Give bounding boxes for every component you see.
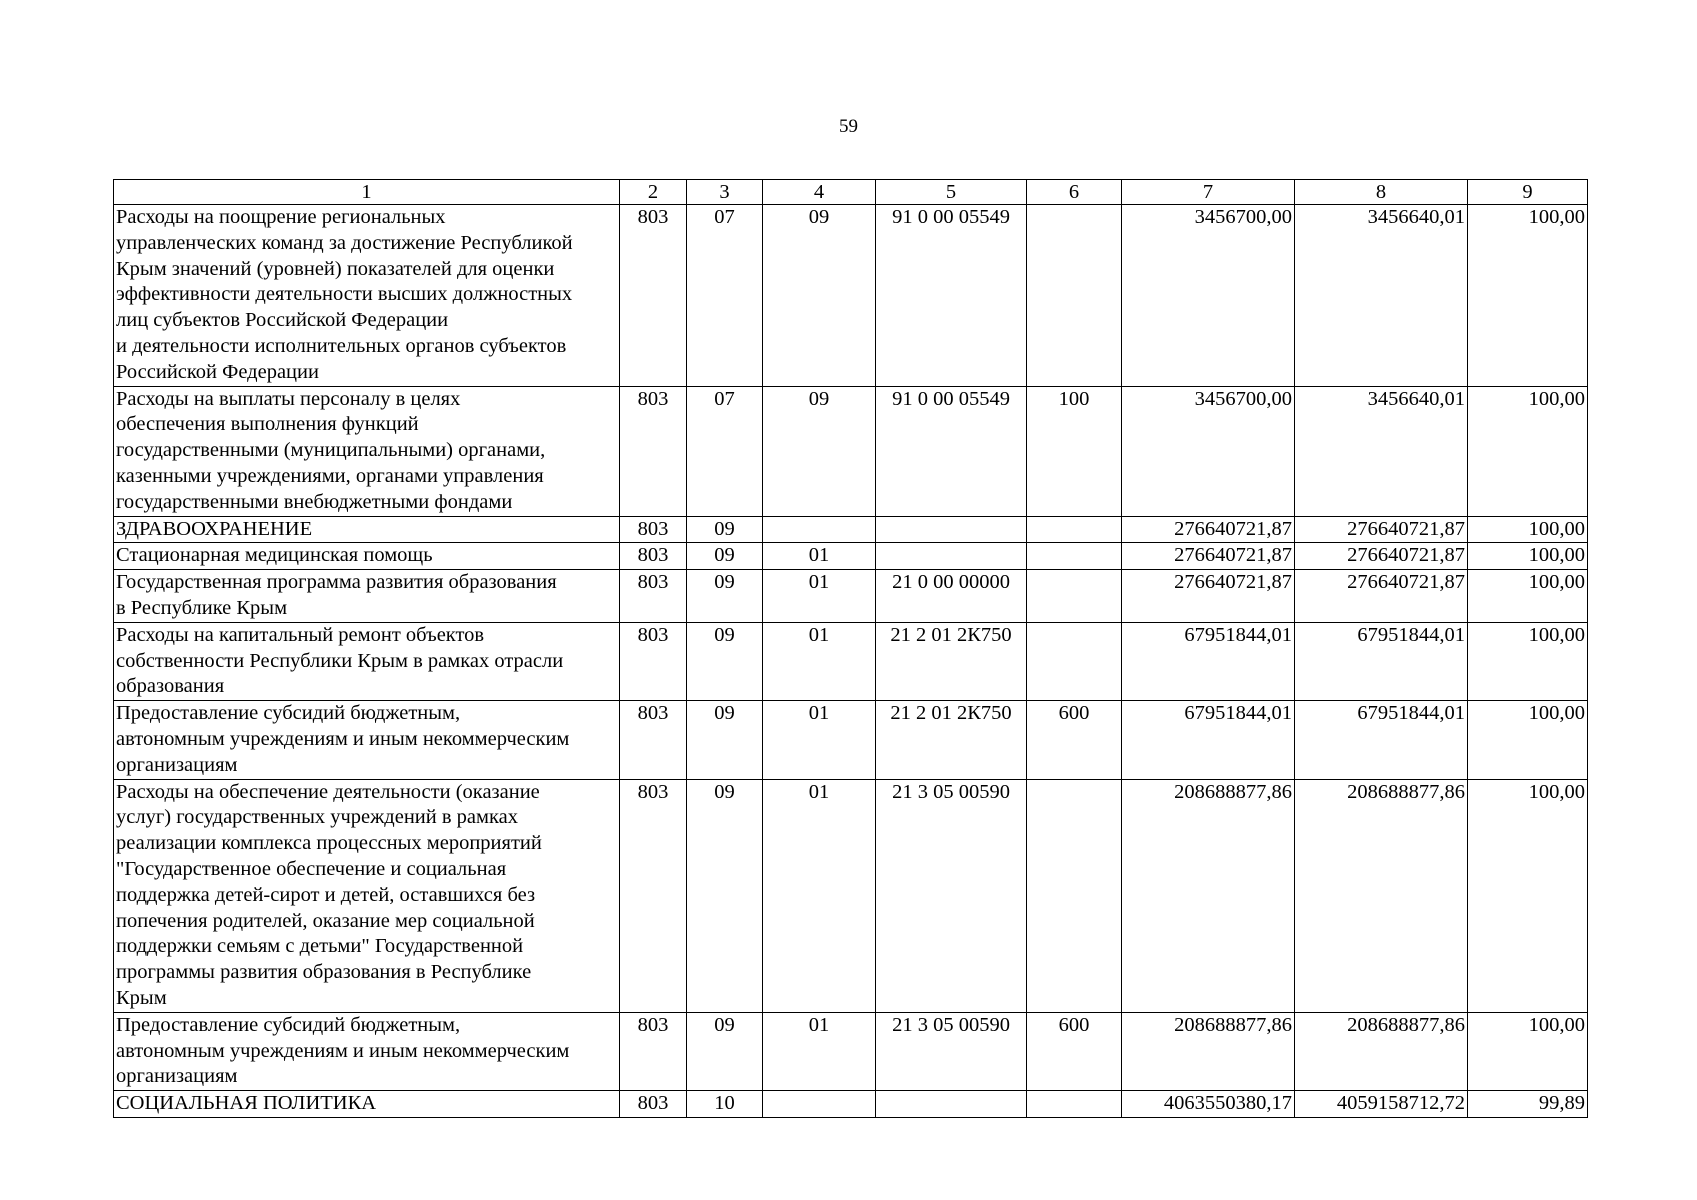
item-name-line: Стационарная медицинская помощь	[116, 544, 433, 567]
subsection-code-cell: 01	[763, 570, 876, 623]
executed-amount-cell: 208688877,86	[1295, 1012, 1468, 1090]
subsection-code-cell: 09	[763, 386, 876, 516]
expense-type-cell	[1027, 779, 1122, 1012]
item-name-cell	[114, 543, 620, 570]
ved-code-cell: 803	[620, 543, 687, 570]
executed-amount-cell: 276640721,87	[1295, 543, 1468, 570]
ved-code-cell: 803	[620, 622, 687, 700]
table-body	[114, 205, 1588, 1118]
item-name-line: Крым значений (уровней) показателей для оценки	[116, 257, 555, 280]
executed-amount-cell: 4059158712,72	[1295, 1091, 1468, 1118]
table-row	[114, 1091, 1588, 1118]
ved-code-cell: 803	[620, 570, 687, 623]
target-article-cell: 21 0 00 00000	[876, 570, 1027, 623]
expense-type-cell	[1027, 516, 1122, 543]
execution-percent-cell: 100,00	[1468, 386, 1588, 516]
subsection-code-cell: 01	[763, 701, 876, 779]
column-header: 1	[114, 180, 620, 205]
ved-code-cell: 803	[620, 1012, 687, 1090]
column-header: 6	[1027, 180, 1122, 205]
table-row	[114, 386, 1588, 516]
section-code-cell: 09	[687, 570, 763, 623]
planned-amount-cell: 3456700,00	[1122, 205, 1295, 387]
item-name-line: лиц субъектов Российской Федерации	[116, 309, 449, 332]
execution-percent-cell: 100,00	[1468, 516, 1588, 543]
expense-type-cell: 600	[1027, 1012, 1122, 1090]
expense-type-cell	[1027, 570, 1122, 623]
item-name-line: обеспечения выполнения функций	[116, 413, 419, 436]
section-code-cell: 09	[687, 1012, 763, 1090]
budget-table	[113, 179, 1588, 1118]
planned-amount-cell: 3456700,00	[1122, 386, 1295, 516]
ved-code-cell: 803	[620, 386, 687, 516]
expense-type-cell	[1027, 205, 1122, 387]
item-name-line: СОЦИАЛЬНАЯ ПОЛИТИКА	[116, 1092, 377, 1115]
section-code-cell: 09	[687, 516, 763, 543]
execution-percent-cell: 100,00	[1468, 570, 1588, 623]
planned-amount-cell: 276640721,87	[1122, 543, 1295, 570]
execution-percent-cell: 100,00	[1468, 779, 1588, 1012]
item-name-line: Расходы на обеспечение деятельности (оказание	[116, 780, 540, 803]
planned-amount-cell: 67951844,01	[1122, 622, 1295, 700]
item-name-line: казенными учреждениями, органами управления	[116, 464, 544, 487]
page-number: 59	[839, 116, 858, 137]
item-name-line: организациям	[116, 1065, 238, 1088]
expense-type-cell	[1027, 1091, 1122, 1118]
table-row	[114, 516, 1588, 543]
planned-amount-cell: 276640721,87	[1122, 516, 1295, 543]
item-name-line: Государственная программа развития образования	[116, 571, 557, 594]
execution-percent-cell: 100,00	[1468, 622, 1588, 700]
ved-code-cell: 803	[620, 205, 687, 387]
item-name-line: реализации комплекса процессных мероприятий	[116, 832, 542, 855]
item-name-line: образования	[116, 675, 225, 698]
executed-amount-cell: 3456640,01	[1295, 205, 1468, 387]
item-name-cell	[114, 386, 620, 516]
execution-percent-cell: 100,00	[1468, 701, 1588, 779]
item-name-cell	[114, 701, 620, 779]
table-row	[114, 205, 1588, 387]
execution-percent-cell: 100,00	[1468, 205, 1588, 387]
target-article-cell: 21 2 01 2К750	[876, 701, 1027, 779]
table-row	[114, 570, 1588, 623]
item-name-cell	[114, 1012, 620, 1090]
item-name-cell	[114, 622, 620, 700]
ved-code-cell: 803	[620, 779, 687, 1012]
item-name-cell	[114, 570, 620, 623]
item-name-line: Расходы на выплаты персоналу в целях	[116, 387, 461, 410]
ved-code-cell: 803	[620, 516, 687, 543]
execution-percent-cell: 100,00	[1468, 1012, 1588, 1090]
planned-amount-cell: 208688877,86	[1122, 779, 1295, 1012]
item-name-line: поддержки семьям с детьми" Государственной	[116, 935, 524, 958]
planned-amount-cell: 4063550380,17	[1122, 1091, 1295, 1118]
column-header: 7	[1122, 180, 1295, 205]
item-name-line: и деятельности исполнительных органов субъектов	[116, 334, 567, 357]
ved-code-cell: 803	[620, 701, 687, 779]
target-article-cell	[876, 543, 1027, 570]
item-name-line: государственными внебюджетными фондами	[116, 490, 513, 513]
target-article-cell	[876, 1091, 1027, 1118]
item-name-line: Предоставление субсидий бюджетным,	[116, 1013, 461, 1036]
section-code-cell: 07	[687, 386, 763, 516]
item-name-line: эффективности деятельности высших должностных	[116, 283, 573, 306]
table-row	[114, 1012, 1588, 1090]
subsection-code-cell	[763, 1091, 876, 1118]
target-article-cell: 91 0 00 05549	[876, 205, 1027, 387]
expense-type-cell: 600	[1027, 701, 1122, 779]
item-name-cell	[114, 1091, 620, 1118]
item-name-line: автономным учреждениям и иным некоммерческим	[116, 1039, 570, 1062]
executed-amount-cell: 67951844,01	[1295, 622, 1468, 700]
item-name-line: Расходы на поощрение региональных	[116, 206, 446, 228]
table-row	[114, 622, 1588, 700]
planned-amount-cell: 208688877,86	[1122, 1012, 1295, 1090]
executed-amount-cell: 208688877,86	[1295, 779, 1468, 1012]
item-name-cell	[114, 779, 620, 1012]
expense-type-cell	[1027, 622, 1122, 700]
executed-amount-cell: 276640721,87	[1295, 516, 1468, 543]
column-header: 2	[620, 180, 687, 205]
table-row	[114, 779, 1588, 1012]
item-name-line: ЗДРАВООХРАНЕНИЕ	[116, 517, 313, 540]
item-name-line: автономным учреждениям и иным некоммерческим	[116, 727, 570, 750]
target-article-cell: 21 3 05 00590	[876, 1012, 1027, 1090]
column-header: 5	[876, 180, 1027, 205]
section-code-cell: 09	[687, 622, 763, 700]
item-name-line: поддержка детей-сирот и детей, оставшихся без	[116, 883, 536, 906]
item-name-line: программы развития образования в Республике	[116, 961, 532, 984]
target-article-cell: 21 3 05 00590	[876, 779, 1027, 1012]
subsection-code-cell: 01	[763, 1012, 876, 1090]
column-header: 9	[1468, 180, 1588, 205]
item-name-line: в Республике Крым	[116, 596, 288, 619]
executed-amount-cell: 276640721,87	[1295, 570, 1468, 623]
section-code-cell: 09	[687, 701, 763, 779]
item-name-line: собственности Республики Крым в рамках отрасли	[116, 649, 564, 672]
item-name-line: Крым	[116, 986, 167, 1009]
item-name-line: "Государственное обеспечение и социальная	[116, 857, 507, 880]
item-name-line: Предоставление субсидий бюджетным,	[116, 702, 461, 725]
ved-code-cell: 803	[620, 1091, 687, 1118]
expense-type-cell	[1027, 543, 1122, 570]
execution-percent-cell: 99,89	[1468, 1091, 1588, 1118]
item-name-line: Расходы на капитальный ремонт объектов	[116, 623, 485, 646]
target-article-cell	[876, 516, 1027, 543]
column-header: 4	[763, 180, 876, 205]
table-row	[114, 701, 1588, 779]
item-name-line: управленческих команд за достижение Республикой	[116, 231, 573, 254]
subsection-code-cell	[763, 516, 876, 543]
table-row	[114, 543, 1588, 570]
item-name-line: Российской Федерации	[116, 360, 319, 383]
column-header: 3	[687, 180, 763, 205]
section-code-cell: 07	[687, 205, 763, 387]
item-name-line: государственными (муниципальными) органами,	[116, 439, 546, 462]
execution-percent-cell: 100,00	[1468, 543, 1588, 570]
executed-amount-cell: 3456640,01	[1295, 386, 1468, 516]
column-header: 8	[1295, 180, 1468, 205]
subsection-code-cell: 01	[763, 779, 876, 1012]
planned-amount-cell: 276640721,87	[1122, 570, 1295, 623]
item-name-line: услуг) государственных учреждений в рамках	[116, 806, 518, 829]
section-code-cell: 09	[687, 543, 763, 570]
item-name-line: организациям	[116, 753, 238, 776]
subsection-code-cell: 01	[763, 622, 876, 700]
target-article-cell: 91 0 00 05549	[876, 386, 1027, 516]
item-name-line: попечения родителей, оказание мер социальной	[116, 909, 535, 932]
item-name-cell	[114, 516, 620, 543]
subsection-code-cell: 01	[763, 543, 876, 570]
column-number-row	[114, 180, 1588, 205]
executed-amount-cell: 67951844,01	[1295, 701, 1468, 779]
item-name-cell	[114, 205, 620, 387]
section-code-cell: 09	[687, 779, 763, 1012]
section-code-cell: 10	[687, 1091, 763, 1118]
expense-type-cell: 100	[1027, 386, 1122, 516]
planned-amount-cell: 67951844,01	[1122, 701, 1295, 779]
target-article-cell: 21 2 01 2К750	[876, 622, 1027, 700]
subsection-code-cell: 09	[763, 205, 876, 387]
